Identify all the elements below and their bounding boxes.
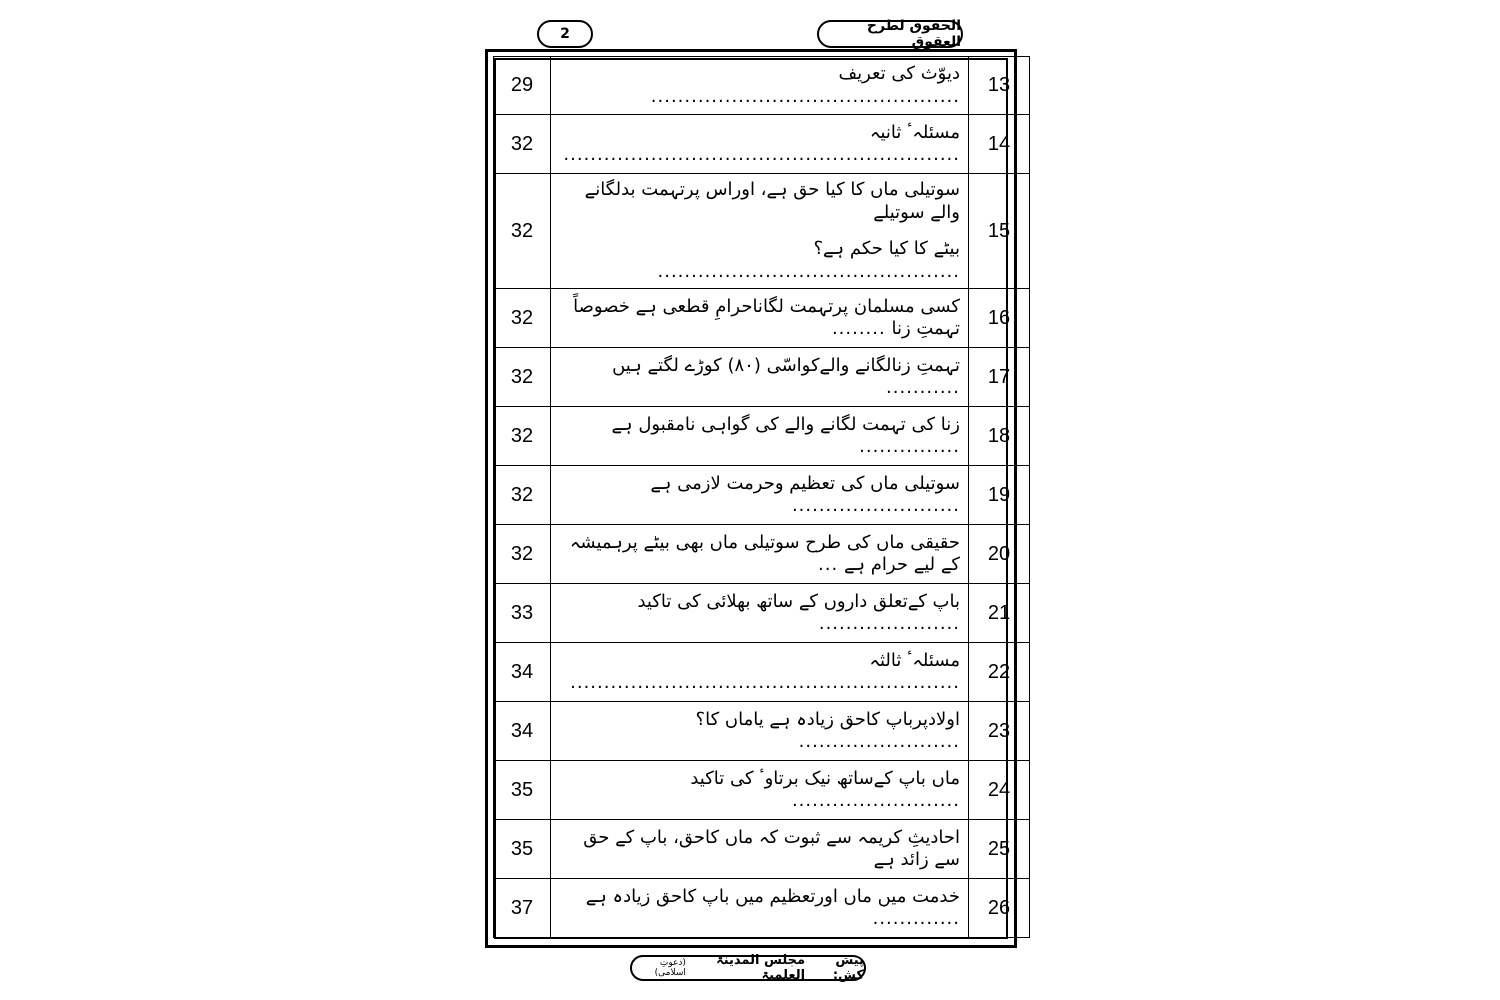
toc-page-number: 32 <box>494 174 551 289</box>
toc-entry-number: 13 <box>969 57 1030 115</box>
toc-page-number: 29 <box>494 57 551 115</box>
toc-entry-title <box>551 466 969 525</box>
toc-entry-number: 22 <box>969 643 1030 702</box>
toc-page-number: 32 <box>494 289 551 348</box>
toc-entry-title <box>551 115 969 174</box>
toc-page-number: 32 <box>494 525 551 584</box>
toc-page-number: 34 <box>494 643 551 702</box>
table-row <box>494 879 1030 938</box>
toc-entry-number: 20 <box>969 525 1030 584</box>
presented-by-label: پیش کش: <box>832 953 864 983</box>
table-row <box>494 348 1030 407</box>
table-row <box>494 584 1030 643</box>
toc-leader-dots: ..................... <box>818 613 960 634</box>
toc-entry-title <box>551 525 969 584</box>
toc-entry-number: 15 <box>969 174 1030 289</box>
book-title: الحقوق لطرح العقوق <box>866 18 961 50</box>
table-row <box>494 57 1030 115</box>
toc-leader-dots: .............................................. <box>650 85 960 107</box>
toc-page-number: 32 <box>494 407 551 466</box>
toc-entry-number: 19 <box>969 466 1030 525</box>
toc-entry-text: حقیقی ماں کی طرح سوتیلی ماں بھی بیٹے پرہمیشہ کے لیے حرام ہے <box>569 531 960 575</box>
toc-entry-title <box>551 761 969 820</box>
toc-leader-dots: ............. <box>872 908 960 929</box>
table-row <box>494 174 1030 289</box>
toc-entry-text: احادیثِ کریمہ سے ثبوت کہ ماں کاحق، باپ کے حق سے زائد ہے <box>583 826 960 870</box>
toc-entry-text: سوتیلی ماں کی تعظیم وحرمت لازمی ہے <box>650 472 960 494</box>
toc-page-number: 32 <box>494 466 551 525</box>
toc-entry-text: خدمت میں ماں اورتعظیم میں باپ کاحق زیادہ ہے <box>585 885 960 907</box>
toc-entry-number: 18 <box>969 407 1030 466</box>
toc-entry-text: اولادپرباپ کاحق زیادہ ہے یاماں کا؟ <box>695 708 960 730</box>
toc-leader-dots: ........................................................... <box>563 144 960 165</box>
toc-leader-dots: ......................... <box>791 790 960 811</box>
toc-leader-dots: ........................ <box>798 731 960 752</box>
toc-entry-title <box>551 348 969 407</box>
table-row <box>494 702 1030 761</box>
table-row <box>494 289 1030 348</box>
toc-page-number: 33 <box>494 584 551 643</box>
table-row <box>494 525 1030 584</box>
toc-entry-number: 17 <box>969 348 1030 407</box>
toc-entry-number: 16 <box>969 289 1030 348</box>
toc-entry-number: 25 <box>969 820 1030 879</box>
table-row <box>494 820 1030 879</box>
toc-entry-text: مسئلہٴ ثالثہ <box>869 649 960 671</box>
toc-entry-title-line1: سوتیلی ماں کا کیا حق ہے، اوراس پرتہمت بدلگانے والے سوتیلے <box>584 179 960 223</box>
toc-leader-dots: ............... <box>859 436 960 457</box>
toc-entry-title <box>551 407 969 466</box>
table-row <box>494 466 1030 525</box>
toc-page-number: 32 <box>494 115 551 174</box>
toc-entry-text: تہمتِ زنالگانے والےکواسّی (۸۰) کوڑے لگتے ہیں <box>612 354 960 376</box>
toc-entry-text: کسی مسلمان پرتہمت لگاناحرامِ قطعی ہے خصوصاً تہمتِ زنا <box>573 295 960 339</box>
toc-entry-number: 14 <box>969 115 1030 174</box>
toc-page-number: 32 <box>494 348 551 407</box>
toc-entry-number: 24 <box>969 761 1030 820</box>
toc-entry-text: باپ کےتعلق داروں کے ساتھ بھلائی کی تاکید <box>637 590 960 612</box>
toc-leader-dots: ........ <box>831 318 886 339</box>
table-row <box>494 643 1030 702</box>
toc-leader-dots: ... <box>818 554 839 575</box>
publisher-badge <box>630 955 866 981</box>
toc-leader-dots: .......................................................... <box>570 672 960 693</box>
toc-entry-title <box>551 584 969 643</box>
toc-page-number: 37 <box>494 879 551 938</box>
toc-entry-title <box>551 879 969 938</box>
toc-page-number: 35 <box>494 820 551 879</box>
toc-entry-number: 26 <box>969 879 1030 938</box>
publisher-subtitle: (دعوتِ اسلامی) <box>654 958 686 978</box>
table-row <box>494 407 1030 466</box>
page-number-badge <box>537 20 593 48</box>
toc-entry-text: مسئلہٴ ثانیہ <box>869 121 960 143</box>
toc-page-number: 35 <box>494 761 551 820</box>
toc-entry-title <box>551 174 969 289</box>
toc-entry-title <box>551 57 969 115</box>
toc-entry-text: زنا کی تہمت لگانے والے کی گواہی نامقبول ہے <box>611 413 960 435</box>
table-row <box>494 761 1030 820</box>
toc-leader-dots: ......................... <box>791 495 960 516</box>
toc-entry-text: بیٹے کا کیا حکم ہے؟ <box>813 238 960 259</box>
toc-leader-dots: ........... <box>886 377 960 398</box>
publisher-name: مجلس المدینۃ العلمیۃ <box>716 953 806 983</box>
toc-body <box>494 57 1030 938</box>
toc-entry-text: ماں باپ کےساتھ نیک برتاوٴ کی تاکید <box>690 767 960 789</box>
toc-entry-title <box>551 702 969 761</box>
page-number: 2 <box>560 26 570 42</box>
toc-entry-number: 21 <box>969 584 1030 643</box>
book-title-badge <box>817 20 963 48</box>
toc-entry-title <box>551 643 969 702</box>
table-of-contents <box>493 56 1030 938</box>
toc-entry-number: 23 <box>969 702 1030 761</box>
toc-leader-dots: ............................................. <box>657 260 960 282</box>
table-row <box>494 115 1030 174</box>
toc-entry-title <box>551 289 969 348</box>
toc-entry-title <box>551 820 969 879</box>
toc-entry-text: دیوّث کی تعریف <box>838 63 960 84</box>
toc-page-number: 34 <box>494 702 551 761</box>
